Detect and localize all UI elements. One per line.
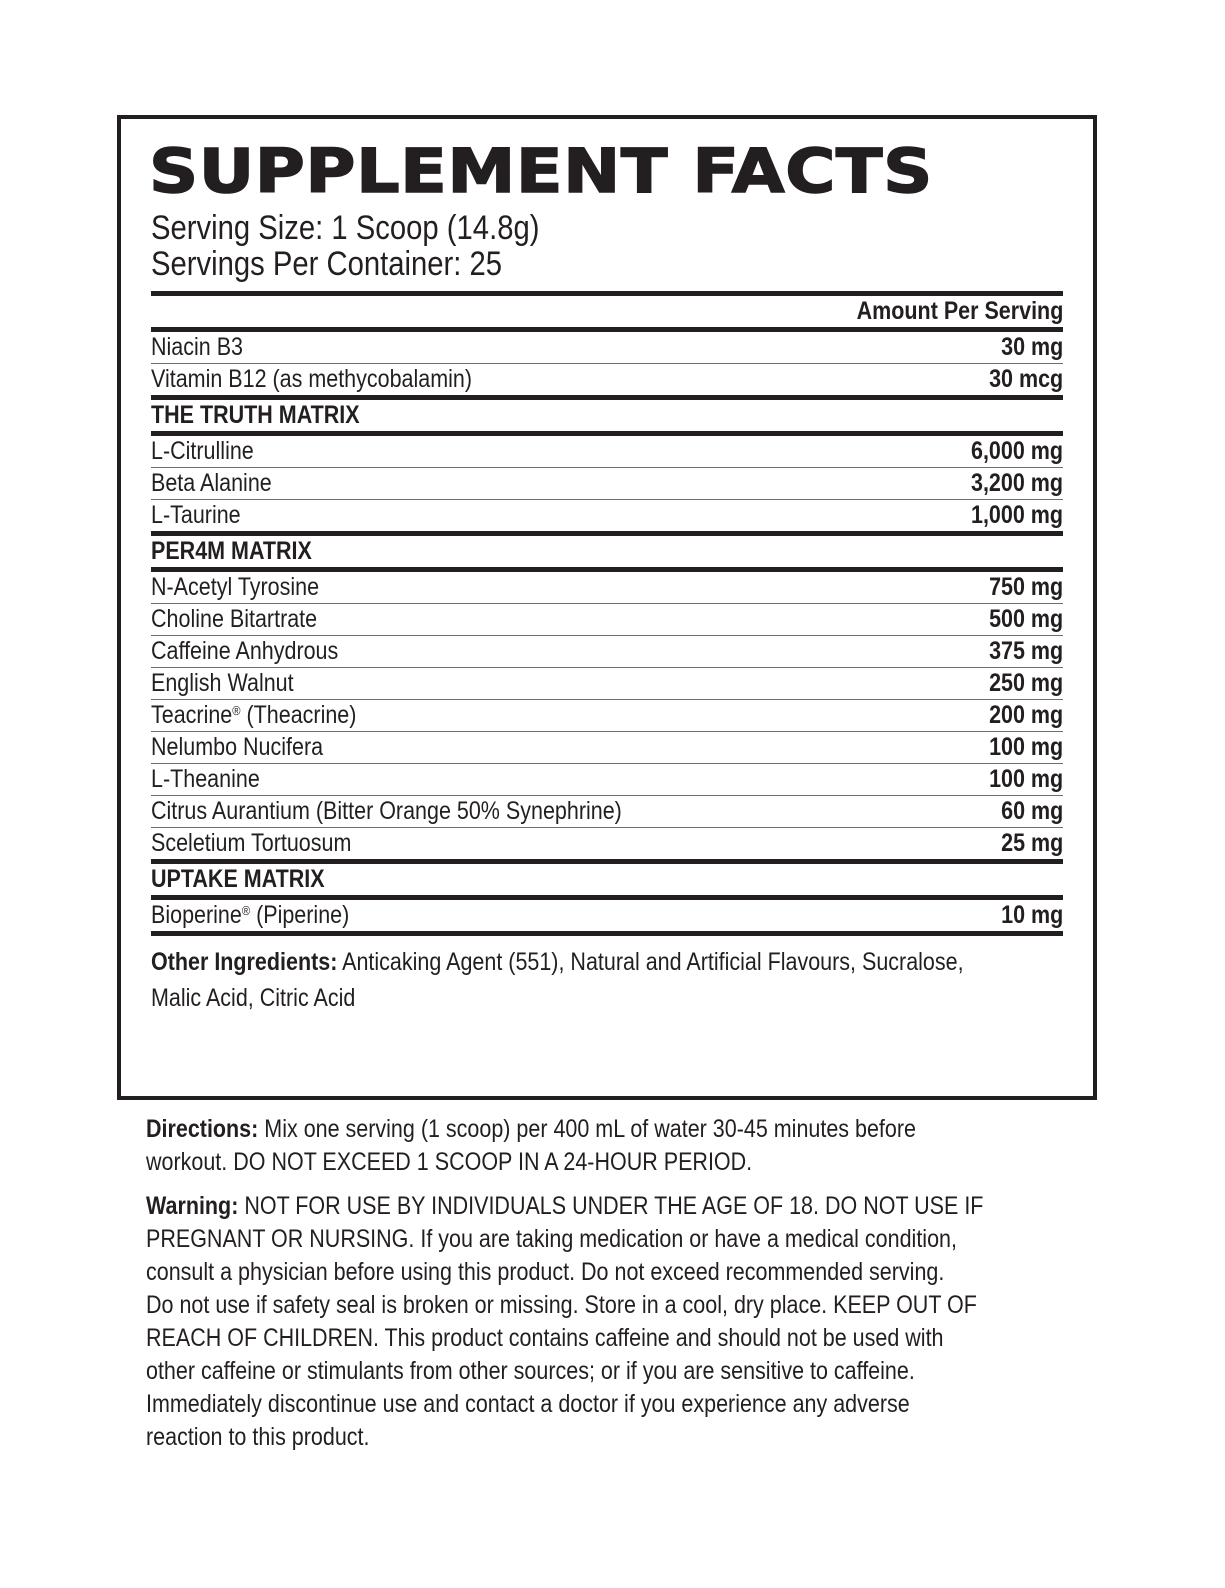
other-ingredients-label: Other Ingredients: bbox=[151, 948, 338, 976]
ingredient-row bbox=[151, 468, 1063, 499]
ingredient-amount: 30 mcg bbox=[988, 365, 1063, 393]
supplement-facts-panel bbox=[117, 115, 1097, 1100]
directions-label: Directions: bbox=[146, 1115, 259, 1143]
warning-text-line: REACH OF CHILDREN. This product contains caffeine and should not be used with bbox=[146, 1324, 944, 1352]
directions-text: Mix one serving (1 scoop) per 400 mL of water 30-45 minutes before bbox=[258, 1115, 916, 1143]
ingredient-name: L-Taurine bbox=[151, 501, 241, 529]
ingredient-row bbox=[151, 500, 1063, 531]
label-footer-text bbox=[146, 1113, 1058, 1465]
ingredient-amount: 375 mg bbox=[988, 637, 1063, 665]
ingredient-name: L-Citrulline bbox=[151, 437, 254, 465]
other-ingredients-text: Anticaking Agent (551), Natural and Artificial Flavours, Sucralose, bbox=[337, 948, 964, 976]
section-title: UPTAKE MATRIX bbox=[151, 865, 325, 893]
directions-text-cont: workout. DO NOT EXCEED 1 SCOOP IN A 24-HOUR PERIOD. bbox=[146, 1148, 753, 1176]
ingredient-name: Caffeine Anhydrous bbox=[151, 637, 339, 665]
ingredient-name bbox=[151, 701, 356, 730]
ingredient-name bbox=[151, 901, 349, 930]
ingredient-row bbox=[151, 364, 1063, 395]
serving-size: Serving Size: 1 Scoop (14.8g) bbox=[151, 209, 540, 247]
ingredient-generic: (Theacrine) bbox=[240, 701, 357, 729]
ingredient-amount: 6,000 mg bbox=[970, 437, 1063, 465]
section-title: THE TRUTH MATRIX bbox=[151, 401, 360, 429]
section-header-per4m-matrix bbox=[151, 536, 1063, 567]
section-header-uptake-matrix bbox=[151, 864, 1063, 895]
ingredient-amount: 750 mg bbox=[988, 573, 1063, 601]
ingredient-amount: 60 mg bbox=[1000, 797, 1063, 825]
ingredient-row bbox=[151, 828, 1063, 859]
warning-text-line: Immediately discontinue use and contact a doctor if you experience any adverse bbox=[146, 1390, 910, 1418]
ingredient-amount: 200 mg bbox=[988, 701, 1063, 729]
ingredient-amount: 500 mg bbox=[988, 605, 1063, 633]
ingredient-amount: 100 mg bbox=[988, 733, 1063, 761]
servings-per-container: Servings Per Container: 25 bbox=[151, 245, 503, 283]
registered-mark: ® bbox=[241, 903, 251, 918]
ingredient-name: Niacin B3 bbox=[151, 333, 244, 361]
ingredient-amount: 30 mg bbox=[1000, 333, 1063, 361]
warning-paragraph bbox=[146, 1190, 1058, 1454]
directions-paragraph bbox=[146, 1113, 1058, 1179]
ingredient-name: L-Theanine bbox=[151, 765, 260, 793]
serving-info bbox=[151, 210, 539, 282]
ingredient-row bbox=[151, 572, 1063, 603]
warning-text-line: reaction to this product. bbox=[146, 1423, 370, 1451]
other-ingredients-text-cont: Malic Acid, Citric Acid bbox=[151, 984, 356, 1012]
warning-text-line: Do not use if safety seal is broken or missing. Store in a cool, dry place. KEEP OUT OF bbox=[146, 1291, 977, 1319]
ingredient-generic: (Piperine) bbox=[250, 901, 350, 929]
ingredient-name: Beta Alanine bbox=[151, 469, 272, 497]
warning-text-line: other caffeine or stimulants from other sources; or if you are sensitive to caffeine. bbox=[146, 1357, 915, 1385]
ingredient-name: Choline Bitartrate bbox=[151, 605, 318, 633]
amount-header-row bbox=[151, 296, 1063, 327]
ingredient-row bbox=[151, 332, 1063, 363]
ingredient-amount: 10 mg bbox=[1000, 901, 1063, 929]
ingredient-name: Nelumbo Nucifera bbox=[151, 733, 324, 761]
ingredient-row bbox=[151, 700, 1063, 731]
warning-text-line: consult a physician before using this product. Do not exceed recommended serving. bbox=[146, 1258, 945, 1286]
ingredient-row bbox=[151, 764, 1063, 795]
warning-text-line: PREGNANT OR NURSING. If you are taking medication or have a medical condition, bbox=[146, 1225, 957, 1253]
ingredient-row bbox=[151, 436, 1063, 467]
amount-per-serving-header: Amount Per Serving bbox=[856, 297, 1063, 325]
ingredient-row bbox=[151, 796, 1063, 827]
other-ingredients bbox=[151, 936, 1063, 1016]
ingredient-name: Sceletium Tortuosum bbox=[151, 829, 352, 857]
ingredient-amount: 1,000 mg bbox=[970, 501, 1063, 529]
section-title: PER4M MATRIX bbox=[151, 537, 312, 565]
ingredient-name: N-Acetyl Tyrosine bbox=[151, 573, 320, 601]
ingredient-row bbox=[151, 732, 1063, 763]
facts-table bbox=[151, 291, 1063, 1016]
panel-title: SUPPLEMENT FACTS bbox=[149, 136, 933, 207]
ingredient-row bbox=[151, 668, 1063, 699]
ingredient-brand: Teacrine bbox=[151, 701, 233, 729]
ingredient-name: Vitamin B12 (as methycobalamin) bbox=[151, 365, 473, 393]
ingredient-brand: Bioperine bbox=[151, 901, 242, 929]
ingredient-row bbox=[151, 636, 1063, 667]
ingredient-amount: 3,200 mg bbox=[970, 469, 1063, 497]
ingredient-amount: 25 mg bbox=[1000, 829, 1063, 857]
warning-text-line: NOT FOR USE BY INDIVIDUALS UNDER THE AGE OF 18. DO NOT USE IF bbox=[238, 1192, 984, 1220]
ingredient-name: English Walnut bbox=[151, 669, 294, 697]
ingredient-name: Citrus Aurantium (Bitter Orange 50% Synephrine) bbox=[151, 797, 622, 825]
ingredient-row bbox=[151, 900, 1063, 931]
ingredient-row bbox=[151, 604, 1063, 635]
ingredient-amount: 250 mg bbox=[988, 669, 1063, 697]
warning-label: Warning: bbox=[146, 1192, 239, 1220]
ingredient-amount: 100 mg bbox=[988, 765, 1063, 793]
registered-mark: ® bbox=[232, 703, 241, 718]
section-header-truth-matrix bbox=[151, 400, 1063, 431]
